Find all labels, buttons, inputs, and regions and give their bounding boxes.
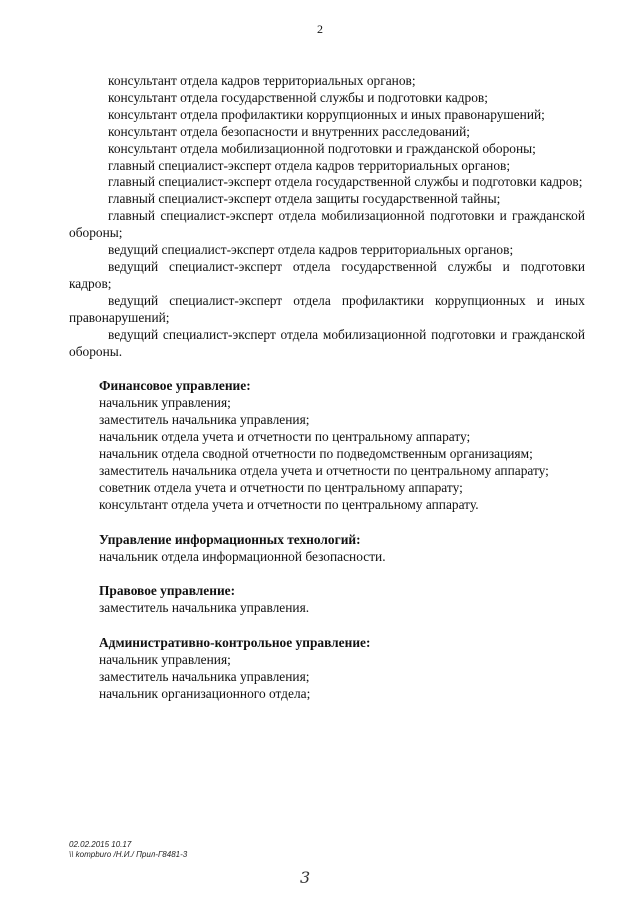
section-item: заместитель начальника управления; xyxy=(99,669,310,685)
intro-item: консультант отдела безопасности и внутренних расследований; xyxy=(108,123,470,139)
footer-path: \\ kompburo /Н.И./ Прил-Г8481-3 xyxy=(69,850,188,859)
section-item: начальник отдела учета и отчетности по центральному аппарату; xyxy=(99,429,471,445)
intro-item: ведущий специалист-эксперт отдела мобилизационной подготовки и гражданской обороны. xyxy=(69,326,585,359)
section-heading: Финансовое управление: xyxy=(99,378,251,394)
section-heading: Административно-контрольное управление: xyxy=(99,635,371,651)
section-item: начальник отдела информационной безопасности. xyxy=(99,548,386,564)
section-item: заместитель начальника управления. xyxy=(99,600,310,616)
section-item: начальник организационного отдела; xyxy=(99,686,311,701)
footer-timestamp: 02.02.2015 10.17 xyxy=(69,840,132,849)
section-item: начальник управления; xyxy=(99,652,231,668)
section-block xyxy=(69,532,585,566)
handwritten-mark: 3 xyxy=(300,868,311,887)
section-item: консультант отдела учета и отчетности по центральному аппарату. xyxy=(99,496,479,512)
intro-item: консультант отдела кадров территориальных органов; xyxy=(108,73,416,88)
intro-item: главный специалист-эксперт отдела кадров территориальных органов; xyxy=(108,157,511,173)
section-block xyxy=(69,583,585,617)
sections-container xyxy=(69,378,585,703)
intro-item: ведущий специалист-эксперт отдела профилактики коррупционных и иных правонарушений; xyxy=(69,292,585,325)
section-block xyxy=(69,378,585,513)
section-item: заместитель начальника отдела учета и отчетности по центральному аппарату; xyxy=(99,462,549,478)
section-item: начальник управления; xyxy=(99,395,231,411)
intro-item: главный специалист-эксперт отдела государственной службы и подготовки кадров; xyxy=(108,174,583,190)
intro-item: ведущий специалист-эксперт отдела кадров территориальных органов; xyxy=(108,242,514,258)
page-number: 2 xyxy=(317,22,323,36)
intro-item: главный специалист-эксперт отдела защиты государственной тайны; xyxy=(108,191,501,207)
section-item: заместитель начальника управления; xyxy=(99,412,310,428)
section-item: начальник отдела сводной отчетности по подведомственным организациям; xyxy=(99,446,533,462)
intro-item: консультант отдела мобилизационной подготовки и гражданской обороны; xyxy=(108,140,536,156)
intro-item: ведущий специалист-эксперт отдела государственной службы и подготовки кадров; xyxy=(69,258,585,291)
section-item: советник отдела учета и отчетности по центральному аппарату; xyxy=(99,479,463,495)
intro-list xyxy=(69,73,585,360)
section-heading: Правовое управление: xyxy=(99,583,236,599)
section-block xyxy=(69,635,585,703)
intro-item: консультант отдела профилактики коррупционных и иных правонарушений; xyxy=(108,106,545,122)
section-heading: Управление информационных технологий: xyxy=(99,531,361,547)
intro-item: консультант отдела государственной службы и подготовки кадров; xyxy=(108,89,488,105)
footer-stamp xyxy=(69,840,187,860)
document-body xyxy=(69,73,585,703)
intro-item: главный специалист-эксперт отдела мобилизационной подготовки и гражданской обороны; xyxy=(69,208,585,241)
